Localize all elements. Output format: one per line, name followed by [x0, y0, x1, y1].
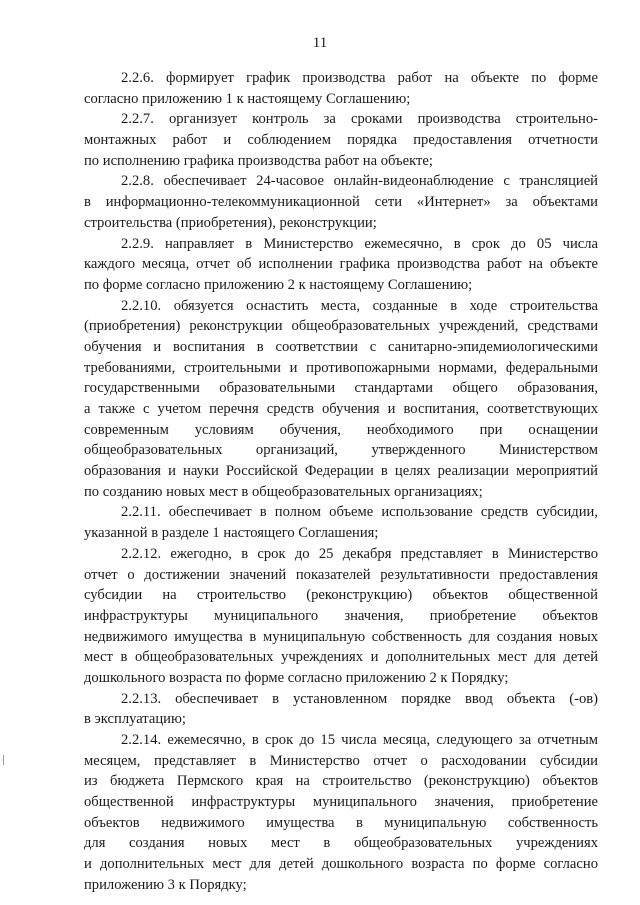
clause-2-2-14 — [84, 730, 598, 896]
clause-line: общеобразовательных организаций, утвержденного Министерством — [84, 442, 598, 459]
clause-2-2-10 — [84, 296, 598, 503]
clause-line: из бюджета Пермского края на строительство (реконструкцию) объектов — [84, 773, 598, 790]
clause-line: отчет о достижении значений показателей результативности предоставления — [84, 566, 598, 583]
clause-line: 2.2.8. обеспечивает 24-часовое онлайн-видеонаблюдение с трансляцией — [121, 173, 598, 190]
clause-line: недвижимого имущества в муниципальную собственность для создания новых — [84, 628, 598, 645]
scan-margin-mark — [3, 755, 4, 765]
clause-line: 2.2.6. формирует график производства работ на объекте по форме — [121, 70, 598, 86]
clause-line: 2.2.10. обязуется оснастить места, созданные в ходе строительства — [121, 297, 598, 314]
clause-line: в информационно-телекоммуникационной сети «Интернет» за объектами — [84, 194, 598, 211]
clause-line: для создания новых мест в общеобразовательных учреждениях — [84, 835, 598, 852]
clause-line: согласно приложению 1 к настоящему Соглашению; — [84, 90, 411, 107]
clause-2-2-9 — [84, 234, 598, 296]
clause-line: мест в общеобразовательных учреждениях и дополнительных мест для детей — [84, 649, 598, 666]
page-number: 11 — [312, 35, 328, 51]
clause-line: 2.2.13. обеспечивает в установленном порядке ввод объекта (-ов) — [121, 690, 598, 707]
clause-line: по исполнению графика производства работ на объекте; — [84, 152, 433, 169]
clause-line: государственными образовательными стандартами общего образования, — [84, 380, 598, 397]
clause-line: а также с учетом перечня средств обучения и воспитания, соответствующих — [84, 401, 598, 417]
clause-line: 2.2.9. направляет в Министерство ежемесячно, в срок до 05 числа — [121, 235, 598, 252]
clause-line: 2.2.7. организует контроль за сроками производства строительно- — [121, 111, 598, 128]
clause-line: обучения и воспитания в соответствии с санитарно-эпидемиологическими — [84, 338, 598, 355]
clause-2-2-7 — [84, 109, 598, 171]
clause-line: указанной в разделе 1 настоящего Соглашения; — [84, 525, 379, 542]
clause-line: общественной инфраструктуры муниципального значения, приобретение — [84, 794, 598, 811]
clause-line: дошкольного возраста по форме согласно приложению 2 к Порядку; — [84, 669, 509, 686]
clause-line: (приобретения) реконструкции общеобразовательных учреждений, средствами — [84, 318, 598, 335]
document-body — [84, 68, 598, 896]
clause-line: в эксплуатацию; — [84, 711, 186, 728]
clause-line: каждого месяца, отчет об исполнении графика производства работ на объекте — [84, 256, 598, 273]
clause-line: по созданию новых мест в общеобразовательных организациях; — [84, 483, 483, 500]
clause-line: современным условиям обучения, необходимого при оснащении — [84, 421, 598, 438]
clause-2-2-8 — [84, 171, 598, 233]
clause-2-2-13 — [84, 689, 598, 730]
clause-line: строительства (приобретения), реконструкции; — [84, 214, 377, 231]
clause-line: приложению 3 к Порядку; — [84, 876, 247, 893]
clause-line: образования и науки Российской Федерации в целях реализации мероприятий — [84, 463, 598, 480]
clause-line: и дополнительных мест для детей дошкольного возраста по форме согласно — [84, 856, 598, 873]
clause-2-2-6 — [84, 68, 598, 109]
clause-line: 2.2.12. ежегодно, в срок до 25 декабря представляет в Министерство — [121, 545, 598, 562]
clause-line: субсидии на строительство (реконструкцию) объектов общественной — [84, 587, 598, 604]
clause-2-2-11 — [84, 502, 598, 543]
clause-line: по форме согласно приложению 2 к настоящему Соглашению; — [84, 276, 473, 293]
clause-line: 2.2.14. ежемесячно, в срок до 15 числа месяца, следующего за отчетным — [121, 732, 598, 748]
clause-line: инфраструктуры муниципального значения, приобретение объектов — [84, 607, 598, 624]
clause-2-2-12 — [84, 544, 598, 689]
clause-line: объектов недвижимого имущества в муниципальную собственность — [84, 814, 598, 831]
clause-line: месяцем, представляет в Министерство отчет о расходовании субсидии — [84, 752, 598, 769]
clause-line: 2.2.11. обеспечивает в полном объеме использование средств субсидии, — [121, 504, 598, 521]
clause-line: требованиями, строительными и противопожарными нормами, федеральными — [84, 359, 598, 376]
clause-line: монтажных работ и соблюдением порядка предоставления отчетности — [84, 132, 598, 149]
